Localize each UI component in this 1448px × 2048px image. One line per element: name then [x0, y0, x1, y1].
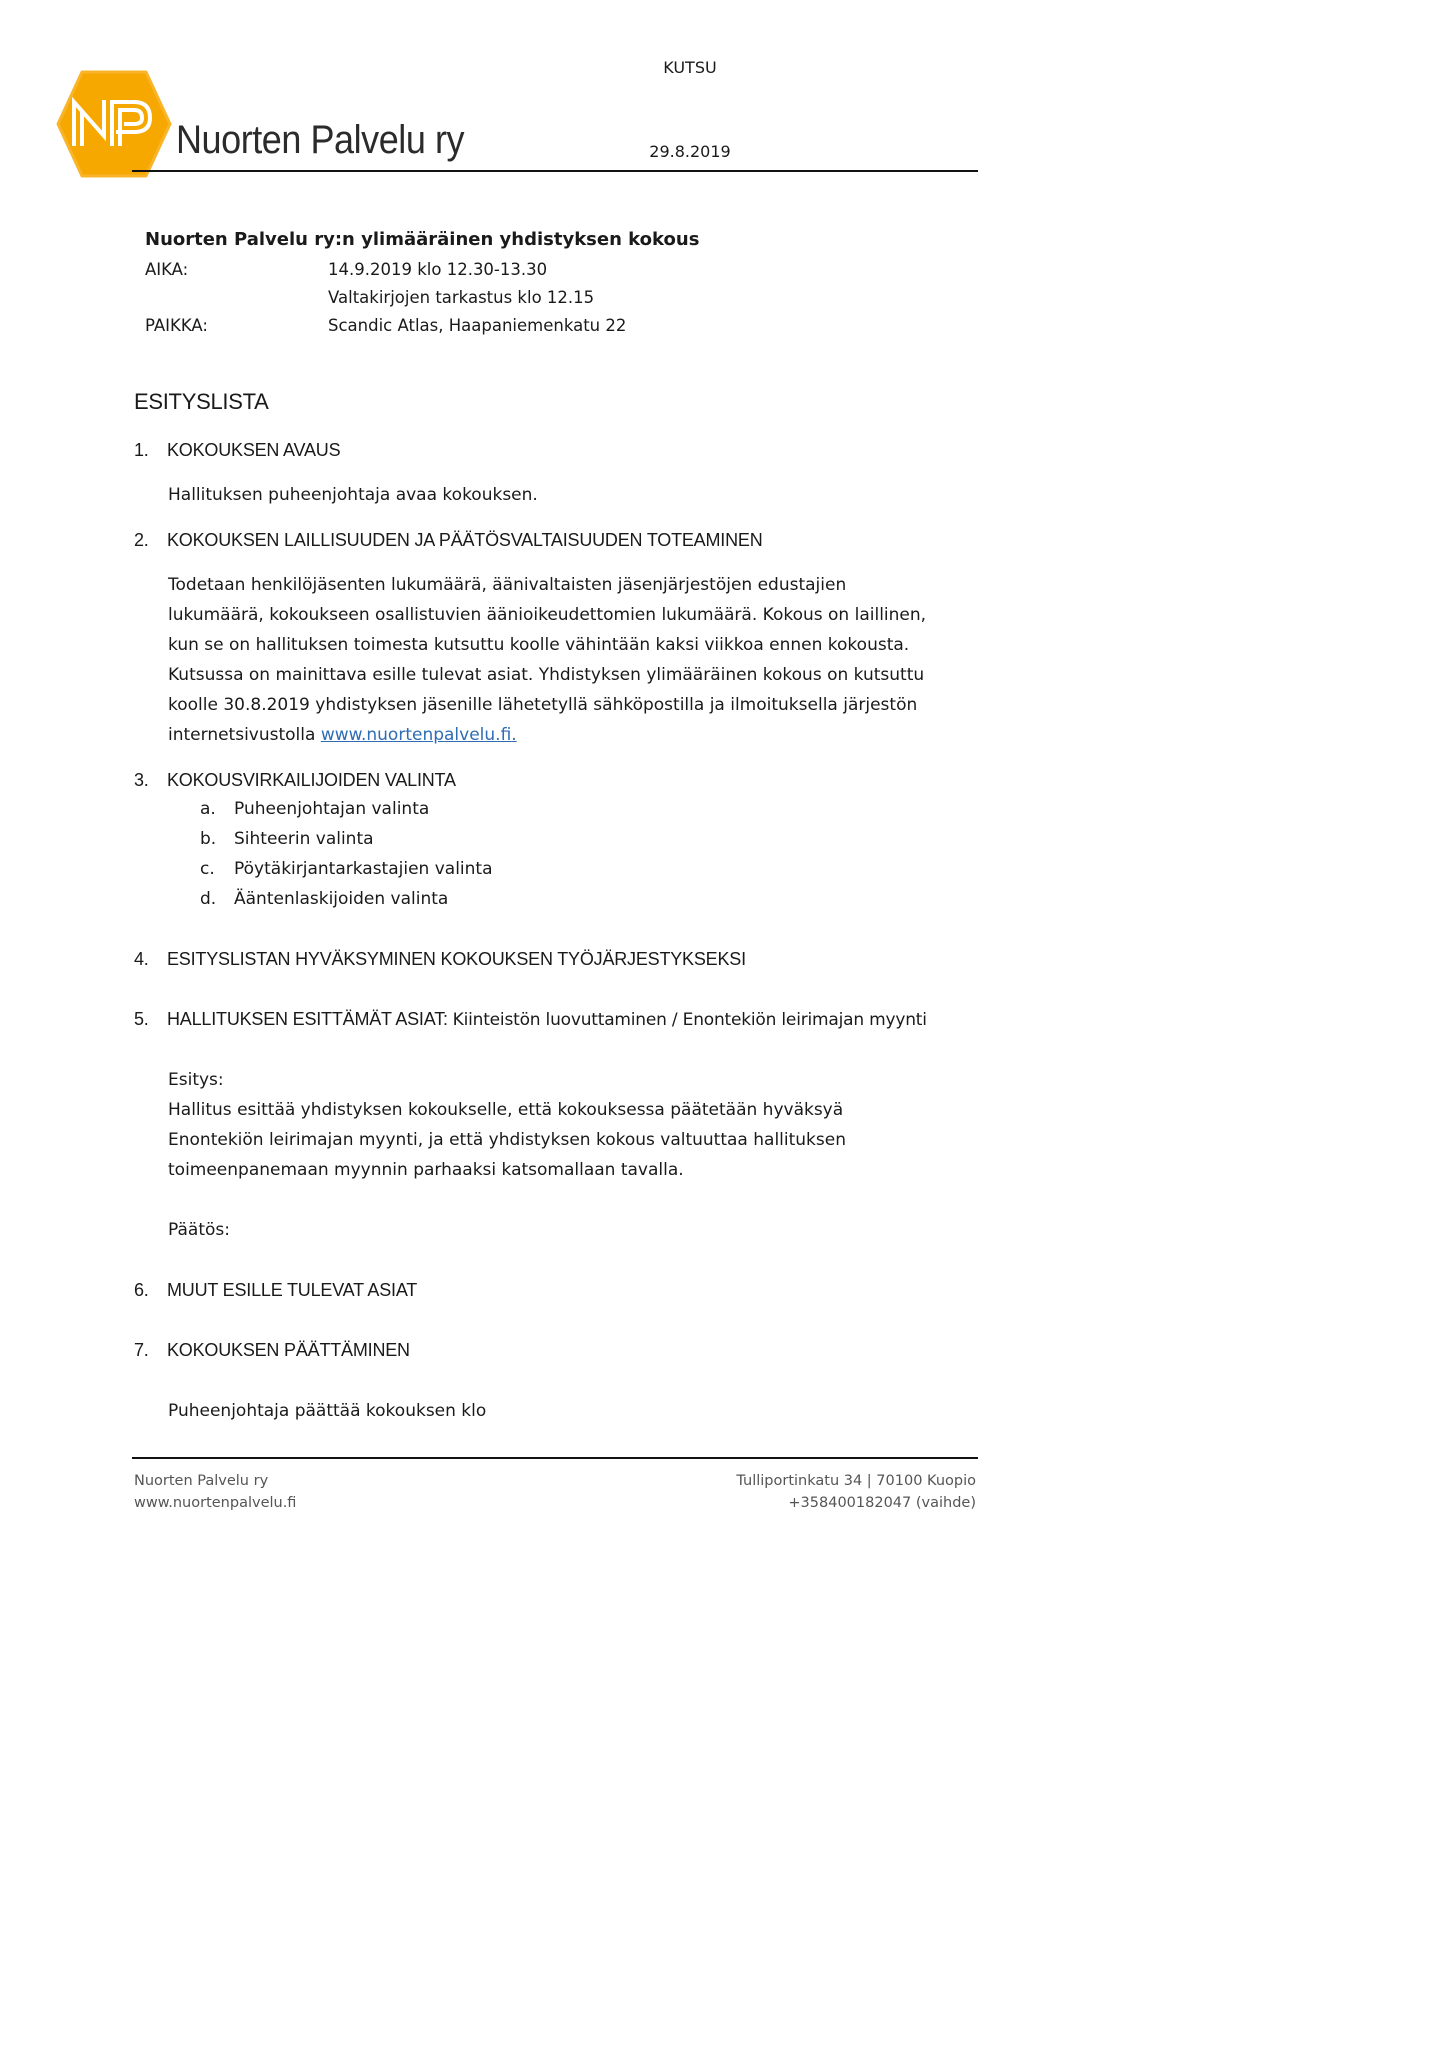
agenda-item-4-heading [134, 949, 746, 970]
text-line: Kutsussa on mainittava esille tulevat asiat. Yhdistyksen ylimääräinen kokous on kutsuttu [168, 665, 925, 685]
time-label: AIKA: [145, 260, 189, 279]
agenda-item-2-text [168, 570, 978, 750]
item-title-rest: Kiinteistön luovuttaminen / Enontekiön leirimajan myynti [452, 1010, 927, 1030]
subitem [200, 829, 374, 849]
item-number: 2. [134, 530, 149, 550]
text-line: Todetaan henkilöjäsenten lukumäärä, äänivaltaisten jäsenjärjestöjen edustajien [168, 575, 847, 595]
agenda-item-5-heading [134, 1009, 927, 1030]
np-logo [56, 66, 172, 182]
footer-address: Tulliportinkatu 34 | 70100 Kuopio [736, 1473, 976, 1489]
subitem-text: Ääntenlaskijoiden valinta [234, 889, 449, 909]
subitem-text: Sihteerin valinta [234, 829, 374, 849]
org-name: Nuorten Palvelu ry [176, 118, 465, 162]
text-line: toimeenpanemaan myynnin parhaaksi katsomallaan tavalla. [168, 1160, 684, 1180]
text-fragment: . [511, 725, 517, 745]
subitem [200, 799, 429, 819]
footer-phone: +358400182047 (vaihde) [788, 1495, 976, 1511]
item-number: 5. [134, 1009, 149, 1029]
subitem-letter: c. [200, 859, 215, 879]
subitem [200, 859, 493, 879]
website-link[interactable]: www.nuortenpalvelu.fi [320, 725, 512, 745]
text-fragment: internetsivustolla [168, 725, 321, 745]
item-title: KOKOUKSEN AVAUS [167, 440, 341, 460]
agenda-item-1-heading [134, 440, 340, 461]
item-title: KOKOUSVIRKAILIJOIDEN VALINTA [167, 770, 456, 790]
item-title: ESITYSLISTAN HYVÄKSYMINEN KOKOUKSEN TYÖJÄRJESTYKSEKSI [167, 949, 746, 969]
text-line: Enontekiön leirimajan myynti, ja että yhdistyksen kokous valtuuttaa hallituksen [168, 1130, 846, 1150]
proposal-text [168, 1095, 978, 1185]
text-line [168, 720, 978, 750]
item-number: 3. [134, 770, 149, 790]
text-line: kun se on hallituksen toimesta kutsuttu koolle vähintään kaksi viikkoa ennen kokousta. [168, 635, 910, 655]
subitem-letter: b. [200, 829, 217, 849]
text-line: koolle 30.8.2019 yhdistyksen jäsenille lähetetyllä sähköpostilla ja ilmoituksella järjestön [168, 695, 918, 715]
decision-label: Päätös: [168, 1220, 230, 1240]
place-value: Scandic Atlas, Haapaniemenkatu 22 [328, 316, 627, 335]
time-value: 14.9.2019 klo 12.30-13.30 [328, 260, 548, 279]
agenda-item-7-heading [134, 1340, 410, 1361]
document-date: 29.8.2019 [649, 142, 731, 161]
document-type: KUTSU [663, 58, 717, 77]
item-number: 1. [134, 440, 149, 460]
proposal-label: Esitys: [168, 1070, 224, 1090]
agenda-item-2-heading [134, 530, 763, 551]
text-line: lukumäärä, kokoukseen osallistuvien äänioikeudettomien lukumäärä. Kokous on laillinen, [168, 605, 927, 625]
agenda-item-6-heading [134, 1280, 417, 1301]
item-number: 4. [134, 949, 149, 969]
subitem-text: Pöytäkirjantarkastajien valinta [234, 859, 493, 879]
item-title: KOKOUKSEN LAILLISUUDEN JA PÄÄTÖSVALTAISUUDEN TOTEAMINEN [167, 530, 763, 550]
meeting-title: Nuorten Palvelu ry:n ylimääräinen yhdistyksen kokous [145, 229, 700, 250]
subitem-letter: a. [200, 799, 216, 819]
place-label: PAIKKA: [145, 316, 208, 335]
text-line: Hallitus esittää yhdistyksen kokoukselle, että kokouksessa päätetään hyväksyä [168, 1100, 844, 1120]
agenda-item-1-text: Hallituksen puheenjohtaja avaa kokouksen. [168, 485, 538, 505]
subitem [200, 889, 448, 909]
agenda-title: ESITYSLISTA [134, 389, 269, 414]
footer-divider [132, 1457, 978, 1459]
footer-website[interactable]: www.nuortenpalvelu.fi [134, 1495, 297, 1511]
item-title: KOKOUKSEN PÄÄTTÄMINEN [167, 1340, 410, 1360]
footer-org: Nuorten Palvelu ry [134, 1473, 269, 1489]
np-logo-icon [56, 66, 172, 182]
item-number: 6. [134, 1280, 149, 1300]
item-title-prefix: HALLITUKSEN ESITTÄMÄT ASIAT: [167, 1009, 453, 1029]
subitem-letter: d. [200, 889, 217, 909]
proxy-check: Valtakirjojen tarkastus klo 12.15 [328, 288, 595, 307]
item-number: 7. [134, 1340, 149, 1360]
agenda-item-3-heading [134, 770, 456, 791]
item-title: MUUT ESILLE TULEVAT ASIAT [167, 1280, 418, 1300]
header-divider [132, 170, 978, 172]
subitem-text: Puheenjohtajan valinta [234, 799, 430, 819]
agenda-item-7-text: Puheenjohtaja päättää kokouksen klo [168, 1401, 487, 1421]
